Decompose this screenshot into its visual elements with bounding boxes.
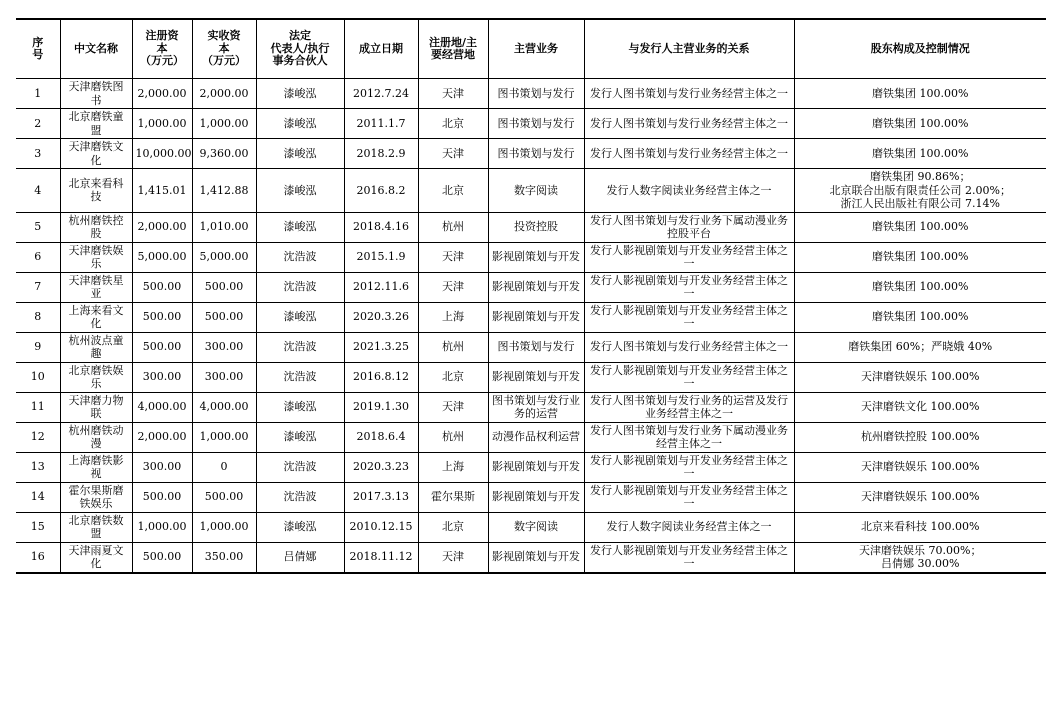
cell-location: 北京 — [418, 362, 488, 392]
cell-paid-capital: 5,000.00 — [192, 242, 256, 272]
cell-location: 天津 — [418, 242, 488, 272]
cell-location: 杭州 — [418, 422, 488, 452]
cell-location: 天津 — [418, 139, 488, 169]
cell-no: 8 — [16, 302, 60, 332]
cell-name: 霍尔果斯磨铁娱乐 — [60, 482, 132, 512]
cell-paid-capital: 500.00 — [192, 482, 256, 512]
table-row — [16, 422, 1046, 452]
cell-main-business: 图书策划与发行业务的运营 — [488, 392, 584, 422]
cell-registered-capital: 1,000.00 — [132, 512, 192, 542]
cell-main-business: 影视剧策划与开发 — [488, 362, 584, 392]
cell-legal-representative: 漆峻泓 — [256, 212, 344, 242]
cell-legal-representative: 漆峻泓 — [256, 302, 344, 332]
table-row — [16, 242, 1046, 272]
cell-registered-capital: 5,000.00 — [132, 242, 192, 272]
cell-legal-representative: 沈浩波 — [256, 362, 344, 392]
cell-relation: 发行人影视剧策划与开发业务经营主体之一 — [584, 302, 794, 332]
cell-no: 12 — [16, 422, 60, 452]
cell-main-business: 投资控股 — [488, 212, 584, 242]
table-row — [16, 302, 1046, 332]
cell-main-business: 图书策划与发行 — [488, 79, 584, 109]
cell-legal-representative: 漆峻泓 — [256, 139, 344, 169]
cell-shareholders: 磨铁集团 60%；严晓娥 40% — [794, 332, 1046, 362]
cell-establish-date: 2011.1.7 — [344, 109, 418, 139]
cell-no: 3 — [16, 139, 60, 169]
cell-registered-capital: 1,415.01 — [132, 169, 192, 213]
cell-name: 北京磨铁娱乐 — [60, 362, 132, 392]
cell-registered-capital: 2,000.00 — [132, 212, 192, 242]
cell-legal-representative: 漆峻泓 — [256, 422, 344, 452]
cell-shareholders: 磨铁集团 90.86%； 北京联合出版有限责任公司 2.00%； 浙江人民出版社有限公司 7.14% — [794, 169, 1046, 213]
cell-legal-representative: 沈浩波 — [256, 272, 344, 302]
cell-relation: 发行人图书策划与发行业务的运营及发行业务经营主体之一 — [584, 392, 794, 422]
cell-main-business: 数字阅读 — [488, 169, 584, 213]
cell-name: 天津磨铁星亚 — [60, 272, 132, 302]
cell-no: 15 — [16, 512, 60, 542]
cell-registered-capital: 1,000.00 — [132, 109, 192, 139]
header-registered-capital: 注册资 本 （万元） — [132, 19, 192, 79]
table-row — [16, 79, 1046, 109]
cell-establish-date: 2015.1.9 — [344, 242, 418, 272]
cell-legal-representative: 漆峻泓 — [256, 512, 344, 542]
cell-main-business: 影视剧策划与开发 — [488, 482, 584, 512]
cell-establish-date: 2021.3.25 — [344, 332, 418, 362]
cell-registered-capital: 500.00 — [132, 482, 192, 512]
cell-registered-capital: 500.00 — [132, 542, 192, 573]
header-relation: 与发行人主营业务的关系 — [584, 19, 794, 79]
cell-name: 天津雨夏文化 — [60, 542, 132, 573]
cell-registered-capital: 4,000.00 — [132, 392, 192, 422]
table-body — [16, 79, 1046, 573]
cell-relation: 发行人数字阅读业务经营主体之一 — [584, 169, 794, 213]
cell-no: 16 — [16, 542, 60, 573]
cell-establish-date: 2018.2.9 — [344, 139, 418, 169]
cell-no: 5 — [16, 212, 60, 242]
cell-paid-capital: 300.00 — [192, 362, 256, 392]
cell-no: 13 — [16, 452, 60, 482]
cell-location: 天津 — [418, 542, 488, 573]
cell-relation: 发行人影视剧策划与开发业务经营主体之一 — [584, 482, 794, 512]
cell-paid-capital: 1,000.00 — [192, 109, 256, 139]
cell-legal-representative: 沈浩波 — [256, 452, 344, 482]
header-main-business: 主营业务 — [488, 19, 584, 79]
cell-shareholders: 磨铁集团 100.00% — [794, 79, 1046, 109]
cell-paid-capital: 500.00 — [192, 302, 256, 332]
cell-relation: 发行人影视剧策划与开发业务经营主体之一 — [584, 242, 794, 272]
table-row — [16, 212, 1046, 242]
cell-legal-representative: 沈浩波 — [256, 482, 344, 512]
subsidiaries-table — [16, 18, 1046, 574]
table-row — [16, 272, 1046, 302]
cell-shareholders: 磨铁集团 100.00% — [794, 272, 1046, 302]
header-shareholders: 股东构成及控制情况 — [794, 19, 1046, 79]
cell-relation: 发行人影视剧策划与开发业务经营主体之一 — [584, 542, 794, 573]
cell-relation: 发行人影视剧策划与开发业务经营主体之一 — [584, 362, 794, 392]
cell-establish-date: 2018.4.16 — [344, 212, 418, 242]
cell-main-business: 影视剧策划与开发 — [488, 542, 584, 573]
cell-establish-date: 2018.11.12 — [344, 542, 418, 573]
cell-relation: 发行人图书策划与发行业务下属动漫业务控股平台 — [584, 212, 794, 242]
cell-name: 天津磨力物联 — [60, 392, 132, 422]
cell-registered-capital: 500.00 — [132, 302, 192, 332]
header-legal-representative: 法定 代表人/执行 事务合伙人 — [256, 19, 344, 79]
cell-establish-date: 2012.7.24 — [344, 79, 418, 109]
cell-location: 上海 — [418, 302, 488, 332]
cell-main-business: 动漫作品权利运营 — [488, 422, 584, 452]
cell-establish-date: 2016.8.2 — [344, 169, 418, 213]
cell-shareholders: 天津磨铁娱乐 70.00%； 吕倩娜 30.00% — [794, 542, 1046, 573]
table-row — [16, 332, 1046, 362]
header-no: 序 号 — [16, 19, 60, 79]
cell-establish-date: 2010.12.15 — [344, 512, 418, 542]
cell-paid-capital: 1,010.00 — [192, 212, 256, 242]
header-paid-capital: 实收资 本 （万元） — [192, 19, 256, 79]
header-establish-date: 成立日期 — [344, 19, 418, 79]
table-row — [16, 109, 1046, 139]
cell-relation: 发行人图书策划与发行业务经营主体之一 — [584, 109, 794, 139]
cell-relation: 发行人图书策划与发行业务经营主体之一 — [584, 332, 794, 362]
cell-relation: 发行人影视剧策划与开发业务经营主体之一 — [584, 452, 794, 482]
cell-legal-representative: 沈浩波 — [256, 242, 344, 272]
table-row — [16, 169, 1046, 213]
table-row — [16, 139, 1046, 169]
cell-establish-date: 2017.3.13 — [344, 482, 418, 512]
cell-registered-capital: 10,000.00 — [132, 139, 192, 169]
cell-establish-date: 2016.8.12 — [344, 362, 418, 392]
cell-paid-capital: 4,000.00 — [192, 392, 256, 422]
cell-paid-capital: 0 — [192, 452, 256, 482]
cell-name: 上海磨铁影视 — [60, 452, 132, 482]
cell-shareholders: 天津磨铁娱乐 100.00% — [794, 452, 1046, 482]
cell-main-business: 影视剧策划与开发 — [488, 242, 584, 272]
header-row — [16, 19, 1046, 79]
cell-location: 天津 — [418, 272, 488, 302]
cell-registered-capital: 2,000.00 — [132, 79, 192, 109]
subsidiaries-table-wrap — [16, 18, 1046, 574]
cell-shareholders: 杭州磨铁控股 100.00% — [794, 422, 1046, 452]
cell-location: 杭州 — [418, 212, 488, 242]
cell-shareholders: 磨铁集团 100.00% — [794, 139, 1046, 169]
cell-no: 4 — [16, 169, 60, 213]
cell-no: 1 — [16, 79, 60, 109]
cell-no: 6 — [16, 242, 60, 272]
cell-shareholders: 磨铁集团 100.00% — [794, 302, 1046, 332]
cell-location: 北京 — [418, 512, 488, 542]
cell-relation: 发行人图书策划与发行业务下属动漫业务经营主体之一 — [584, 422, 794, 452]
cell-name: 上海来看文化 — [60, 302, 132, 332]
cell-name: 天津磨铁图书 — [60, 79, 132, 109]
cell-no: 10 — [16, 362, 60, 392]
cell-establish-date: 2020.3.23 — [344, 452, 418, 482]
cell-paid-capital: 350.00 — [192, 542, 256, 573]
cell-relation: 发行人数字阅读业务经营主体之一 — [584, 512, 794, 542]
cell-no: 14 — [16, 482, 60, 512]
table-row — [16, 362, 1046, 392]
cell-name: 杭州磨铁控股 — [60, 212, 132, 242]
cell-main-business: 影视剧策划与开发 — [488, 272, 584, 302]
cell-registered-capital: 300.00 — [132, 452, 192, 482]
table-row — [16, 392, 1046, 422]
cell-shareholders: 磨铁集团 100.00% — [794, 109, 1046, 139]
cell-registered-capital: 500.00 — [132, 332, 192, 362]
cell-no: 11 — [16, 392, 60, 422]
cell-paid-capital: 2,000.00 — [192, 79, 256, 109]
cell-location: 上海 — [418, 452, 488, 482]
cell-establish-date: 2020.3.26 — [344, 302, 418, 332]
cell-main-business: 影视剧策划与开发 — [488, 452, 584, 482]
cell-no: 2 — [16, 109, 60, 139]
cell-shareholders: 天津磨铁文化 100.00% — [794, 392, 1046, 422]
cell-main-business: 影视剧策划与开发 — [488, 302, 584, 332]
cell-name: 天津磨铁文化 — [60, 139, 132, 169]
cell-establish-date: 2019.1.30 — [344, 392, 418, 422]
cell-location: 霍尔果斯 — [418, 482, 488, 512]
cell-paid-capital: 300.00 — [192, 332, 256, 362]
cell-shareholders: 磨铁集团 100.00% — [794, 242, 1046, 272]
cell-location: 天津 — [418, 392, 488, 422]
cell-main-business: 图书策划与发行 — [488, 109, 584, 139]
cell-name: 北京来看科技 — [60, 169, 132, 213]
cell-legal-representative: 沈浩波 — [256, 332, 344, 362]
cell-no: 9 — [16, 332, 60, 362]
cell-paid-capital: 1,412.88 — [192, 169, 256, 213]
cell-legal-representative: 漆峻泓 — [256, 79, 344, 109]
cell-name: 天津磨铁娱乐 — [60, 242, 132, 272]
table-row — [16, 512, 1046, 542]
cell-registered-capital: 500.00 — [132, 272, 192, 302]
cell-no: 7 — [16, 272, 60, 302]
cell-main-business: 图书策划与发行 — [488, 139, 584, 169]
cell-registered-capital: 300.00 — [132, 362, 192, 392]
cell-legal-representative: 吕倩娜 — [256, 542, 344, 573]
cell-name: 杭州磨铁动漫 — [60, 422, 132, 452]
header-location: 注册地/主 要经营地 — [418, 19, 488, 79]
cell-shareholders: 天津磨铁娱乐 100.00% — [794, 362, 1046, 392]
cell-paid-capital: 500.00 — [192, 272, 256, 302]
cell-legal-representative: 漆峻泓 — [256, 109, 344, 139]
cell-location: 杭州 — [418, 332, 488, 362]
cell-paid-capital: 9,360.00 — [192, 139, 256, 169]
cell-name: 北京磨铁数盟 — [60, 512, 132, 542]
cell-establish-date: 2012.11.6 — [344, 272, 418, 302]
cell-shareholders: 磨铁集团 100.00% — [794, 212, 1046, 242]
cell-legal-representative: 漆峻泓 — [256, 169, 344, 213]
cell-main-business: 图书策划与发行 — [488, 332, 584, 362]
cell-relation: 发行人图书策划与发行业务经营主体之一 — [584, 139, 794, 169]
cell-location: 北京 — [418, 109, 488, 139]
cell-main-business: 数字阅读 — [488, 512, 584, 542]
cell-registered-capital: 2,000.00 — [132, 422, 192, 452]
cell-paid-capital: 1,000.00 — [192, 512, 256, 542]
table-row — [16, 542, 1046, 573]
cell-paid-capital: 1,000.00 — [192, 422, 256, 452]
table-row — [16, 482, 1046, 512]
cell-relation: 发行人影视剧策划与开发业务经营主体之一 — [584, 272, 794, 302]
cell-relation: 发行人图书策划与发行业务经营主体之一 — [584, 79, 794, 109]
cell-legal-representative: 漆峻泓 — [256, 392, 344, 422]
cell-location: 天津 — [418, 79, 488, 109]
cell-establish-date: 2018.6.4 — [344, 422, 418, 452]
cell-location: 北京 — [418, 169, 488, 213]
table-row — [16, 452, 1046, 482]
cell-name: 杭州波点童趣 — [60, 332, 132, 362]
header-name: 中文名称 — [60, 19, 132, 79]
cell-name: 北京磨铁童盟 — [60, 109, 132, 139]
cell-shareholders: 天津磨铁娱乐 100.00% — [794, 482, 1046, 512]
cell-shareholders: 北京来看科技 100.00% — [794, 512, 1046, 542]
